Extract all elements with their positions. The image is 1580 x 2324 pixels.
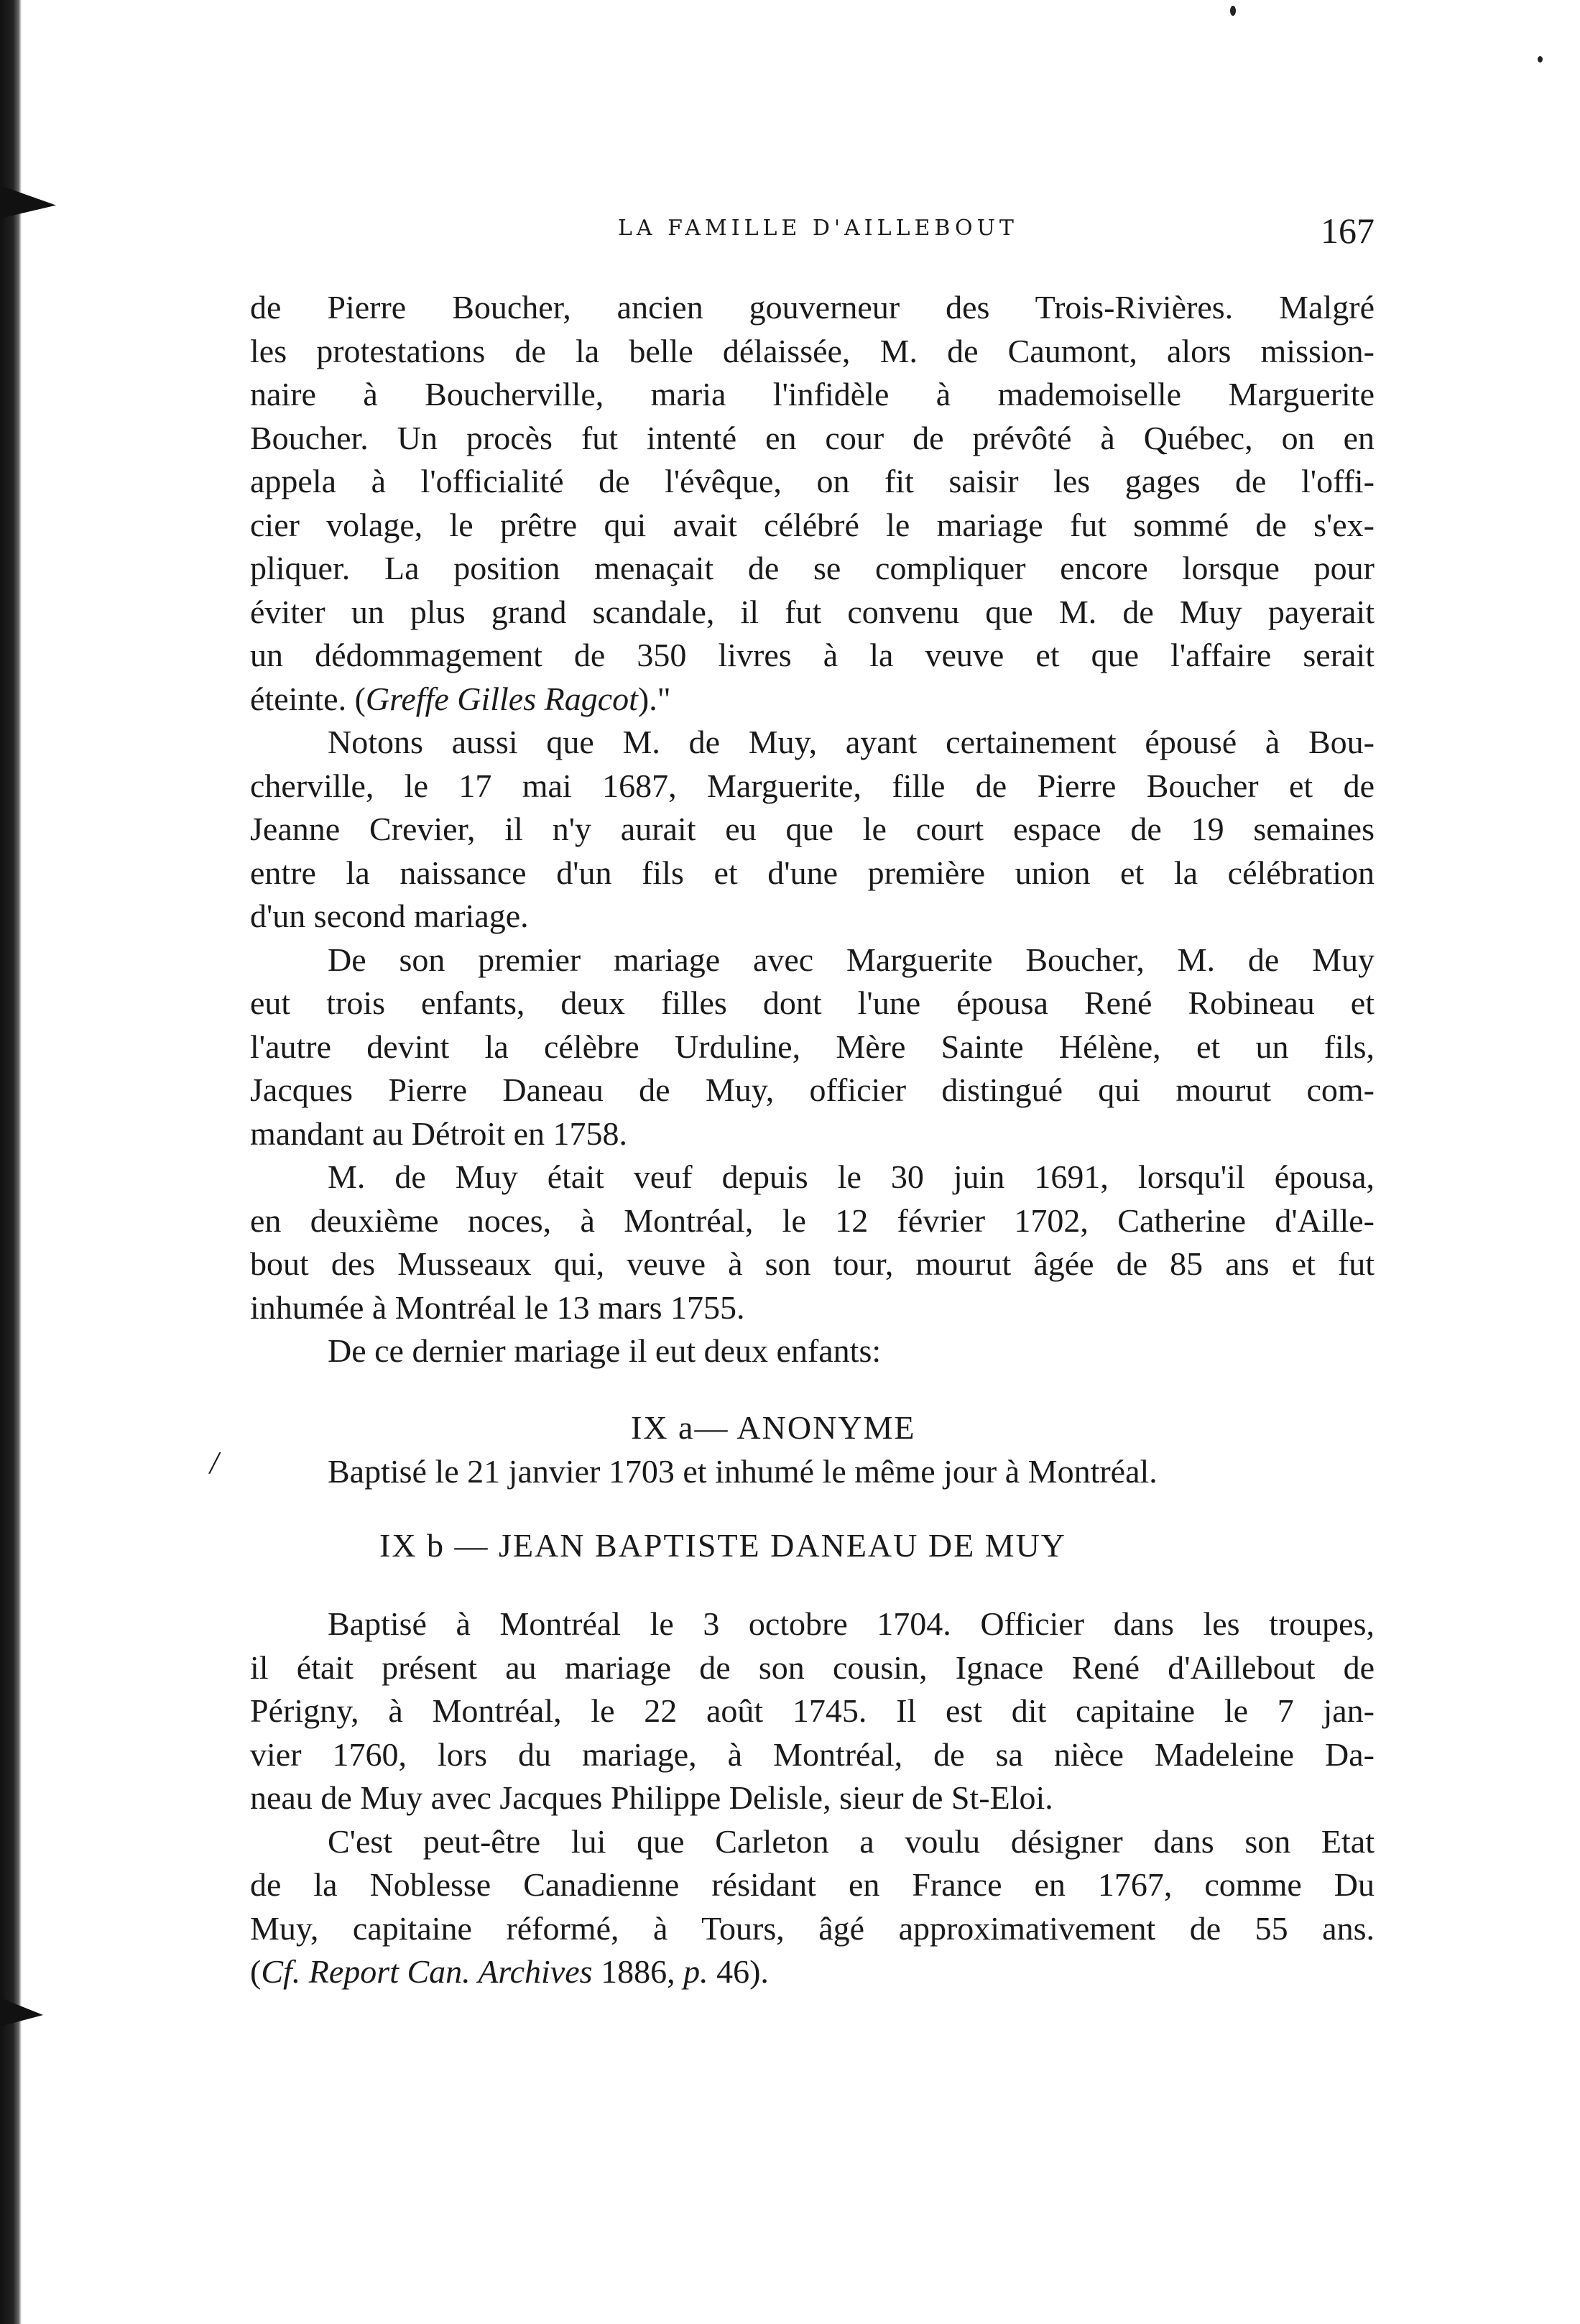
section-heading-ix-b: IX b — JEAN BAPTISTE DANEAU DE MUY xyxy=(379,1527,1067,1564)
citation-prefix: ( xyxy=(250,1953,262,1990)
text-line: naire à Boucherville, maria l'infidèle à mademoiselle Marguerite xyxy=(250,376,1375,412)
text-line: bout des Musseaux qui, veuve à son tour, mourut âgée de 85 ans et fut xyxy=(250,1245,1375,1282)
page-speck xyxy=(1538,56,1543,63)
citation-suffix: )." xyxy=(637,680,671,717)
text-line: Périgny, à Montréal, le 22 août 1745. Il est dit capitaine le 7 jan- xyxy=(250,1692,1375,1729)
body-text-ix-b xyxy=(250,1603,1375,1994)
text-line: un dédommagement de 350 livres à la veuve et que l'affaire serait xyxy=(250,637,1375,673)
text-line: Jeanne Crevier, il n'y aurait eu que le court espace de 19 semaines xyxy=(250,811,1375,847)
citation-italic: Cf. Report Can. Archives xyxy=(261,1953,593,1990)
text-line: Baptisé le 21 janvier 1703 et inhumé le même jour à Montréal. xyxy=(328,1453,1158,1490)
margin-mark: / xyxy=(210,1445,219,1480)
text-line: cier volage, le prêtre qui avait célébré le mariage fut sommé de s'ex- xyxy=(250,506,1375,543)
text-line: l'autre devint la célèbre Urduline, Mère Sainte Hélène, et un fils, xyxy=(250,1028,1375,1065)
body-text-upper xyxy=(250,286,1375,1373)
running-head: LA FAMILLE D'AILLEBOUT xyxy=(618,216,1018,241)
text-line: de Pierre Boucher, ancien gouverneur des Trois-Rivières. Malgré xyxy=(250,289,1375,326)
text-line xyxy=(250,678,1375,721)
text-line: il était présent au mariage de son cousin, Ignace René d'Aillebout de xyxy=(250,1649,1375,1686)
text-line: Notons aussi que M. de Muy, ayant certainement épousé à Bou- xyxy=(328,724,1375,760)
citation-italic: Greffe Gilles Ragcot xyxy=(365,680,638,717)
text-line xyxy=(250,1950,1375,1994)
text-line: M. de Muy était veuf depuis le 30 juin 1691, lorsqu'il épousa, xyxy=(328,1158,1375,1195)
text-line: C'est peut-être lui que Carleton a voulu désigner dans son Etat xyxy=(328,1822,1375,1860)
section-heading-ix-a: IX a— ANONYME xyxy=(631,1409,916,1446)
citation-mid: 1886, xyxy=(592,1953,684,1990)
text-line: pliquer. La position menaçait de se compliquer encore lorsque pour xyxy=(250,550,1375,586)
page-number: 167 xyxy=(1321,211,1375,251)
text-line: inhumée à Montréal le 13 mars 1755. xyxy=(250,1288,745,1326)
text-line: d'un second mariage. xyxy=(250,898,529,934)
citation-suffix: 46). xyxy=(708,1953,769,1990)
text-line: Baptisé à Montréal le 3 octobre 1704. Officier dans les troupes, xyxy=(328,1605,1375,1642)
text-line: entre la naissance d'un fils et d'une première union et la célébration xyxy=(250,854,1375,891)
text-line: Muy, capitaine réformé, à Tours, âgé approximativement de 55 ans. xyxy=(250,1909,1375,1947)
text-line: appela à l'officialité de l'évêque, on fit saisir les gages de l'offi- xyxy=(250,463,1375,499)
page-speck xyxy=(1230,6,1236,16)
text-line: en deuxième noces, à Montréal, le 12 février 1702, Catherine d'Aille- xyxy=(250,1202,1375,1239)
citation-italic: p. xyxy=(683,1953,708,1990)
body-text-ix-a xyxy=(250,1450,1375,1494)
text-line: mandant au Détroit en 1758. xyxy=(250,1115,628,1152)
text-line: cherville, le 17 mai 1687, Marguerite, fille de Pierre Boucher et de xyxy=(250,767,1375,804)
text-line: Boucher. Un procès fut intenté en cour de prévôté à Québec, on en xyxy=(250,419,1375,456)
citation-prefix: éteinte. ( xyxy=(250,680,366,717)
text-line: De son premier mariage avec Marguerite Boucher, M. de Muy xyxy=(328,941,1375,978)
text-line: éviter un plus grand scandale, il fut convenu que M. de Muy payerait xyxy=(250,593,1375,630)
text-line: neau de Muy avec Jacques Philippe Delisle, sieur de St-Eloi. xyxy=(250,1779,1053,1816)
binding-mark xyxy=(0,1998,43,2026)
text-line: Jacques Pierre Daneau de Muy, officier distingué qui mourut com- xyxy=(250,1071,1375,1108)
binding-edge xyxy=(0,0,22,2324)
binding-mark xyxy=(0,185,56,218)
text-line: De ce dernier mariage il eut deux enfants: xyxy=(328,1332,882,1369)
text-line: de la Noblesse Canadienne résidant en France en 1767, comme Du xyxy=(250,1866,1375,1903)
text-line: les protestations de la belle délaissée, M. de Caumont, alors mission- xyxy=(250,332,1375,369)
text-line: vier 1760, lors du mariage, à Montréal, de sa nièce Madeleine Da- xyxy=(250,1735,1375,1773)
text-line: eut trois enfants, deux filles dont l'une épousa René Robineau et xyxy=(250,985,1375,1021)
